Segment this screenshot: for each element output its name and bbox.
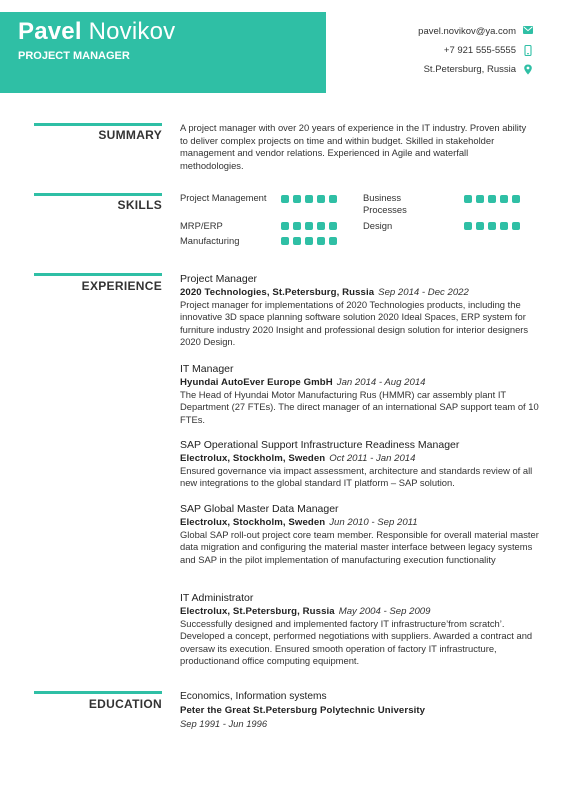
experience-company: Electrolux, Stockholm, Sweden (180, 517, 326, 528)
experience-role: IT Administrator (180, 592, 254, 604)
experience-company: Electrolux, Stockholm, Sweden (180, 453, 326, 464)
skill-dots-manufacturing (281, 237, 337, 245)
experience-description: Successfully designed and implemented factory IT infrastructure’from scratch’. Developed a concept, performed negotiations with suppliers. Awarded a contract and oversaw its execution. Ensured smooth operation of factory IT infrastructure, productionand office computing equipment. (180, 618, 533, 666)
skill-dot (464, 222, 472, 230)
skills-bar (34, 193, 162, 196)
education-school: Peter the Great St.Petersburg Polytechnic University (180, 705, 426, 716)
summary-bar (34, 123, 162, 126)
skill-dot (305, 237, 313, 245)
skill-dots-project-management (281, 195, 337, 203)
experience-heading: EXPERIENCE (81, 279, 162, 293)
education-heading: EDUCATION (88, 697, 162, 711)
skill-dots-mrp-erp (281, 222, 337, 230)
summary-heading: SUMMARY (98, 128, 162, 142)
skill-dot (293, 222, 301, 230)
skill-dot (293, 195, 301, 203)
skill-dot (281, 195, 289, 203)
skill-dot (305, 195, 313, 203)
phone-text: +7 921 555-5555 (443, 44, 516, 56)
contact-email-row (418, 22, 533, 40)
skill-dot (512, 195, 520, 203)
education-dates: Sep 1991 - Jun 1996 (180, 718, 268, 729)
candidate-name (18, 18, 175, 46)
experience-role: Project Manager (180, 273, 258, 285)
skill-business-processes: Business Processes (363, 192, 407, 215)
skill-dot (317, 222, 325, 230)
skill-dot (488, 195, 496, 203)
summary-text: A project manager with over 20 years of experience in the IT industry. Proven ability to deliver complex projects on time and within budget. Skilled in stakeholder management and vendor relations. Experienced in Agile and waterfall methodologies. (180, 122, 527, 171)
education-entry (180, 690, 540, 730)
experience-dates: Jan 2014 - Aug 2014 (336, 377, 426, 388)
skill-dot (281, 237, 289, 245)
experience-description: Project manager for implementations of 2020 Technologies products, including the innovative 3D space planning software solution 2020 Ideal Spaces, ERP system for furniture industry 2020 Insight and professional design solution for interior designers 2020 Design. (180, 299, 529, 347)
skill-dot (293, 237, 301, 245)
experience-dates: May 2004 - Sep 2009 (338, 606, 431, 617)
contact-location-row (418, 60, 533, 78)
skill-dot (305, 222, 313, 230)
job-title: PROJECT MANAGER (18, 50, 130, 62)
education-bar (34, 691, 162, 694)
skills-heading: SKILLS (117, 198, 162, 212)
experience-entry (180, 362, 540, 426)
skill-design: Design (363, 220, 393, 231)
experience-company-line (180, 376, 540, 389)
skill-dot (500, 195, 508, 203)
skill-project-management: Project Management (180, 192, 267, 203)
experience-role: SAP Operational Support Infrastructure Readiness Manager (180, 439, 460, 451)
skill-manufacturing: Manufacturing (180, 235, 240, 246)
experience-company-line (180, 286, 540, 299)
skill-dot (329, 222, 337, 230)
experience-dates: Jun 2010 - Sep 2011 (329, 517, 418, 528)
experience-entry (180, 502, 540, 566)
contact-phone-row (418, 41, 533, 59)
location-text: St.Petersburg, Russia (423, 63, 516, 75)
skill-mrp-erp: MRP/ERP (180, 220, 223, 231)
experience-description: Ensured governance via impact assessment, architecture and standards review of all new integrations to the global standard IT platform – SAP solution. (180, 465, 533, 489)
skill-dot (329, 237, 337, 245)
first-name: Pavel (18, 18, 82, 45)
experience-description: Global SAP roll-out project core team member. Responsible for overall material master data migration and configuring the material master interface between legacy systems and SAP in the pilot implementation of manufacturing execution functionality (180, 529, 539, 565)
experience-entry (180, 272, 540, 348)
email-text[interactable]: pavel.novikov@ya.com (418, 25, 516, 37)
experience-role: SAP Global Master Data Manager (180, 503, 339, 515)
map-pin-icon (523, 64, 533, 74)
skill-dot (281, 222, 289, 230)
experience-company: 2020 Technologies, St.Petersburg, Russia (180, 287, 375, 298)
experience-bar (34, 273, 162, 276)
experience-entry (180, 591, 540, 667)
phone-icon (523, 45, 533, 55)
contact-block (418, 22, 533, 79)
skill-dot (488, 222, 496, 230)
experience-role: IT Manager (180, 363, 234, 375)
experience-description: The Head of Hyundai Motor Manufacturing Rus (HMMR) car assembly plant IT Department (27 FTEs). The direct manager of an international SAP support team of 10 FTEs. (180, 389, 539, 425)
skill-dot (317, 237, 325, 245)
experience-company-line (180, 452, 540, 465)
last-name: Novikov (88, 18, 176, 45)
experience-company-line (180, 605, 540, 618)
skill-dot (500, 222, 508, 230)
experience-entry (180, 438, 540, 490)
skill-dot (476, 195, 484, 203)
experience-company: Electrolux, St.Petersburg, Russia (180, 606, 335, 617)
experience-company-line (180, 516, 540, 529)
experience-dates: Sep 2014 - Dec 2022 (378, 287, 469, 298)
skill-dot (512, 222, 520, 230)
skill-dot (464, 195, 472, 203)
envelope-icon (523, 26, 533, 36)
skill-dots-design (464, 222, 520, 230)
experience-dates: Oct 2011 - Jan 2014 (329, 453, 416, 464)
skill-dot (317, 195, 325, 203)
skill-dots-business-processes (464, 195, 520, 203)
education-degree: Economics, Information systems (180, 691, 327, 702)
experience-company: Hyundai AutoEver Europe GmbH (180, 377, 333, 388)
skill-dot (476, 222, 484, 230)
skill-dot (329, 195, 337, 203)
